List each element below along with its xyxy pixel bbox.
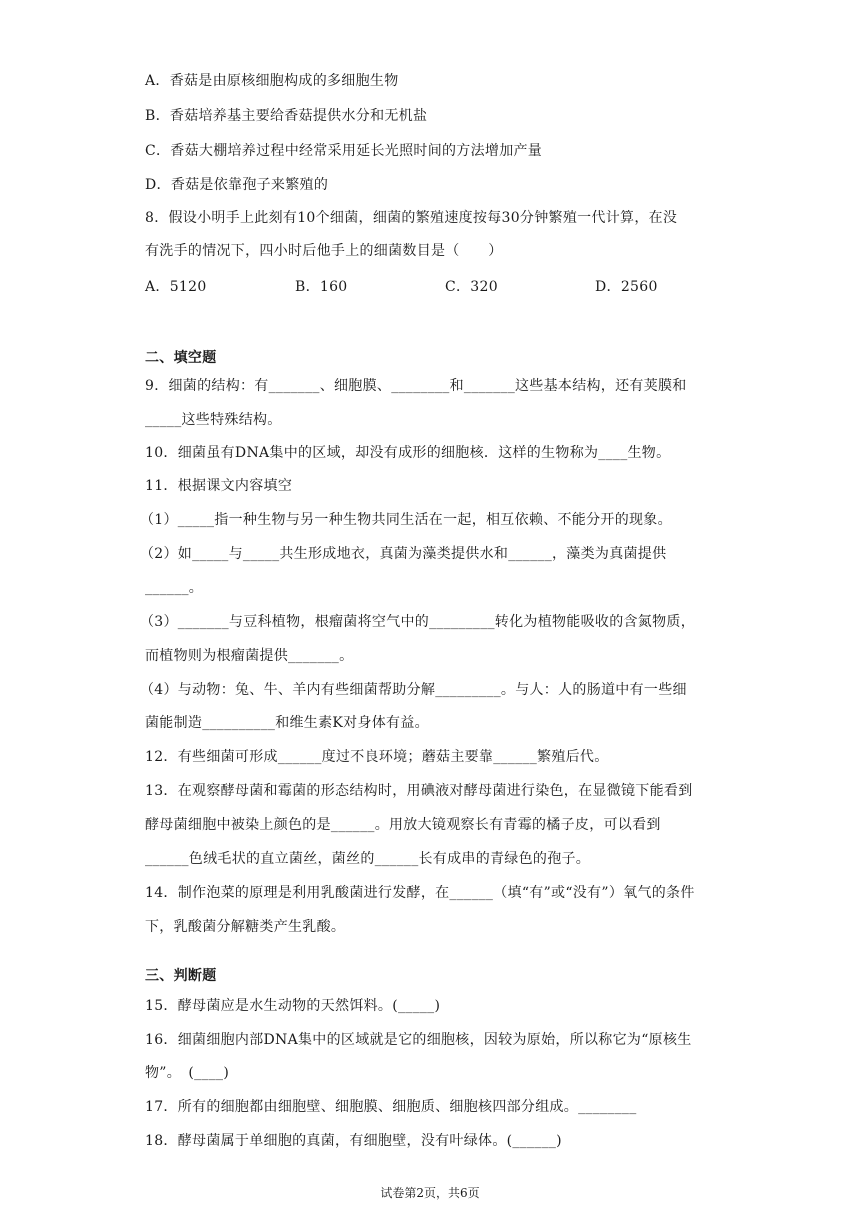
judge-line: 17．所有的细胞都由细胞壁、细胞膜、细胞质、细胞核四部分组成。________ xyxy=(145,1099,637,1115)
q8-option-d: D．2560 xyxy=(595,279,658,295)
fill-line: 13．在观察酵母菌和霉菌的形态结构时，用碘液对酵母菌进行染色，在显微镜下能看到 xyxy=(145,783,693,799)
fill-line: 而植物则为根瘤菌提供_______。 xyxy=(145,648,354,664)
section-judge-title: 三、判断题 xyxy=(145,968,217,984)
fill-line: （1）_____指一种生物与另一种生物共同生活在一起，相互依赖、不能分开的现象。 xyxy=(140,512,672,528)
fill-line: 12．有些细菌可形成______度过不良环境；蘑菇主要靠______繁殖后代。 xyxy=(145,749,609,765)
judge-line: 18．酵母菌属于单细胞的真菌，有细胞壁，没有叶绿体。(______) xyxy=(145,1133,562,1149)
fill-line: _____这些特殊结构。 xyxy=(145,412,282,428)
q7-option-b: B．香菇培养基主要给香菇提供水分和无机盐 xyxy=(145,108,428,124)
fill-line: 10．细菌虽有DNA集中的区域，却没有成形的细胞核．这样的生物称为____生物。 xyxy=(145,445,671,461)
judge-line: 15．酵母菌应是水生动物的天然饵料。(_____) xyxy=(145,998,441,1014)
fill-line: 11．根据课文内容填空 xyxy=(145,478,293,494)
judge-line: 16．细菌细胞内部DNA集中的区域就是它的细胞核，因较为原始，所以称它为“原核生 xyxy=(145,1032,692,1048)
section-fill-title: 二、填空题 xyxy=(145,350,217,366)
fill-line: 菌能制造__________和维生素K对身体有益。 xyxy=(145,715,429,731)
q7-option-d: D．香菇是依靠孢子来繁殖的 xyxy=(145,177,329,193)
judge-line: 物”。 (____) xyxy=(145,1065,230,1081)
q7-option-c: C．香菇大棚培养过程中经常采用延长光照时间的方法增加产量 xyxy=(145,143,543,159)
fill-line: 14．制作泡菜的原理是利用乳酸菌进行发酵，在______（填“有”或“没有”）氧气的条件 xyxy=(145,885,695,901)
fill-line: （3）_______与豆科植物，根瘤菌将空气中的_________转化为植物能吸收的含氮物质， xyxy=(140,614,696,630)
q8-option-b: B．160 xyxy=(295,279,348,295)
page-footer: 试卷第2页，共6页 xyxy=(380,1186,480,1200)
q8-option-c: C．320 xyxy=(445,279,498,295)
fill-line: ______。 xyxy=(145,580,204,596)
fill-line: ______色绒毛状的直立菌丝，菌丝的______长有成串的青绿色的孢子。 xyxy=(145,851,591,867)
q8-option-a: A．5120 xyxy=(145,279,207,295)
q7-option-a: A．香菇是由原核细胞构成的多细胞生物 xyxy=(145,73,399,89)
fill-line: 下，乳酸菌分解糖类产生乳酸。 xyxy=(145,919,346,935)
fill-line: 9．细菌的结构：有_______、细胞膜、________和_______这些基本结构，还有荚膜和 xyxy=(145,378,687,394)
fill-line: （2）如_____与_____共生形成地衣，真菌为藻类提供水和______，藻类为真菌提供 xyxy=(140,546,667,562)
q8-line-2: 有洗手的情况下，四小时后他手上的细菌数目是（ ） xyxy=(145,243,503,259)
q8-options xyxy=(145,277,658,297)
fill-line: 酵母菌细胞中被染上颜色的是______。用放大镜观察长有青霉的橘子皮，可以看到 xyxy=(145,817,661,833)
q8-line-1: 8．假设小明手上此刻有10个细菌，细菌的繁殖速度按每30分钟繁殖一代计算，在没 xyxy=(145,210,678,226)
fill-line: （4）与动物：兔、牛、羊内有些细菌帮助分解_________。与人：人的肠道中有一些细 xyxy=(140,682,687,698)
